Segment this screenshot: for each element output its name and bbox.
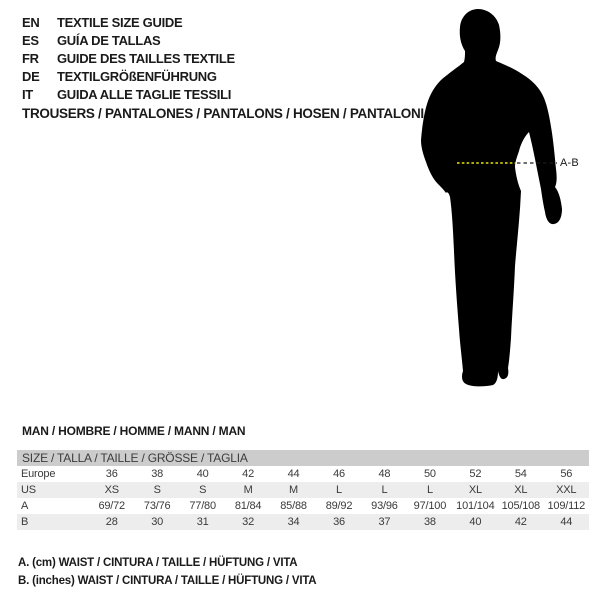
language-row <box>22 67 235 85</box>
size-cell: L <box>426 484 433 496</box>
table-row-us <box>17 482 589 498</box>
size-cell: 31 <box>196 516 209 528</box>
table-row-europe <box>17 466 589 482</box>
size-cell: 42 <box>514 516 527 528</box>
language-code: DE <box>22 68 40 84</box>
size-cell: 54 <box>514 468 527 480</box>
language-code: EN <box>22 14 40 30</box>
size-table-header-row <box>17 450 589 466</box>
size-cell: S <box>199 484 207 496</box>
language-row <box>22 49 235 67</box>
size-cell: 97/100 <box>413 500 447 512</box>
language-title: GUIDA ALLE TAGLIE TESSILI <box>57 86 232 102</box>
size-cell: 34 <box>287 516 300 528</box>
row-label: A <box>21 500 29 512</box>
size-cell: 40 <box>469 516 482 528</box>
size-cell: 48 <box>378 468 391 480</box>
size-cell: 105/108 <box>501 500 540 512</box>
language-code: ES <box>22 32 39 48</box>
size-cell: 52 <box>469 468 482 480</box>
size-cell: 44 <box>560 516 573 528</box>
size-cell: M <box>243 484 253 496</box>
size-cell: 81/84 <box>234 500 262 512</box>
table-row-b-inches <box>17 514 589 530</box>
silhouette-shape <box>421 9 562 386</box>
size-cell: 46 <box>333 468 345 480</box>
size-cell: 85/88 <box>280 500 307 512</box>
size-cell: XL <box>514 484 528 496</box>
language-list <box>22 13 235 103</box>
language-code: IT <box>22 86 33 102</box>
size-cell: XXL <box>556 484 577 496</box>
measure-notes <box>18 555 316 590</box>
language-code: FR <box>22 50 39 66</box>
row-label: US <box>21 484 36 496</box>
size-cell: XL <box>468 484 482 496</box>
size-cell: 37 <box>378 516 391 528</box>
language-title: TEXTILGRÖßENFÜHRUNG <box>57 68 217 84</box>
size-cell: 56 <box>560 468 573 480</box>
size-cell: 93/96 <box>371 500 398 512</box>
size-cell: 89/92 <box>325 500 353 512</box>
measure-label: A-B <box>560 157 579 169</box>
size-cell: M <box>289 484 299 496</box>
size-cell: 50 <box>423 468 436 480</box>
size-cell: 40 <box>196 468 209 480</box>
size-cell: 44 <box>287 468 300 480</box>
man-silhouette <box>400 0 600 400</box>
garment-type-line: TROUSERS / PANTALONES / PANTALONS / HOSEN / PANTALONI <box>22 106 424 121</box>
language-row <box>22 31 235 49</box>
size-cell: 101/104 <box>456 500 495 512</box>
size-cell: L <box>336 484 342 496</box>
size-cell: 38 <box>151 468 164 480</box>
language-title: TEXTILE SIZE GUIDE <box>57 14 183 30</box>
size-cell: L <box>381 484 388 496</box>
row-label: Europe <box>21 468 56 480</box>
size-cell: 38 <box>423 516 436 528</box>
size-table-header: SIZE / TALLA / TAILLE / GRÖSSE / TAGLIA <box>17 450 589 466</box>
size-cell: 69/72 <box>98 500 125 512</box>
size-cell: 77/80 <box>189 500 216 512</box>
size-cell: 36 <box>105 468 118 480</box>
note-a-cm: A. (cm) WAIST / CINTURA / TAILLE / HÜFTUNG / VITA <box>18 557 298 569</box>
size-cell: 28 <box>105 516 118 528</box>
note-b-inches: B. (inches) WAIST / CINTURA / TAILLE / HÜFTUNG / VITA <box>18 574 317 587</box>
size-table <box>17 450 589 530</box>
size-cell: XS <box>104 484 119 496</box>
silhouette-svg <box>400 0 600 400</box>
size-cell: 109/112 <box>547 500 586 512</box>
language-row <box>22 85 235 103</box>
table-row-a-cm <box>17 498 589 514</box>
size-cell: 42 <box>242 468 254 480</box>
language-row <box>22 13 235 31</box>
language-title: GUÍA DE TALLAS <box>57 32 161 48</box>
size-cell: 32 <box>242 516 254 528</box>
size-cell: 36 <box>333 516 345 528</box>
size-cell: S <box>153 484 161 496</box>
language-title: GUIDE DES TAILLES TEXTILE <box>57 50 235 66</box>
size-cell: 73/76 <box>143 500 171 512</box>
row-label: B <box>21 516 29 528</box>
size-cell: 30 <box>151 516 164 528</box>
gender-line: MAN / HOMBRE / HOMME / MANN / MAN <box>22 424 246 438</box>
